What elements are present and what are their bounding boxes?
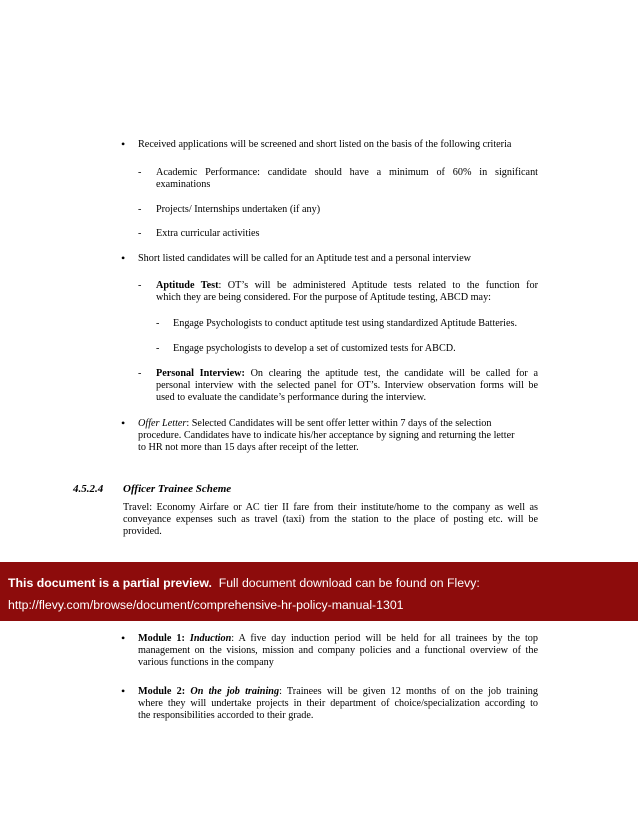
bullet-marker: • [121, 251, 126, 265]
dash-marker: - [138, 167, 142, 178]
section-title: Officer Trainee Scheme [123, 483, 232, 495]
module-1-item: Module 1: Induction: A five day induction period will be held for all trainees by the top management on the visions, mission and company policies and a functional overview of the various functions in the company [138, 633, 538, 668]
bullet-marker: • [121, 137, 126, 151]
module-1-title: Induction [189, 633, 232, 644]
dash-marker: - [138, 204, 142, 215]
preview-banner [0, 562, 638, 621]
aptitude-test-label: Aptitude Test [156, 280, 219, 291]
offer-letter-item: Offer Letter: Selected Candidates will be sent offer letter within 7 days of the selection procedure. Candidates have to indicate his/her acceptance by signing and returning the letter to HR not more than 15 days after receipt of the letter. [138, 418, 515, 453]
travel-paragraph: Travel: Economy Airfare or AC tier II fare from their institute/home to the company as well as conveyance expenses such as travel (taxi) from the station to the place of posting etc. will be provided. [123, 502, 538, 537]
academic-performance-item: Academic Performance: candidate should have a minimum of 60% in significant examinations [156, 167, 538, 190]
offer-letter-label: Offer Letter [138, 418, 187, 429]
preview-notice-strong: This document is a partial preview. [8, 576, 212, 590]
module-2-item: Module 2: On the job training: Trainees will be given 12 months of on the job training where they will undertake projects in their department of choice/specialization according to the responsibilities accorded to their grade. [138, 686, 538, 721]
dash-marker: - [138, 228, 142, 239]
bullet-marker: • [121, 416, 126, 430]
psychologist-customized-item: Engage psychologists to develop a set of customized tests for ABCD. [173, 343, 456, 354]
bullet-marker: • [121, 631, 126, 645]
dash-marker: - [138, 368, 142, 379]
aptitude-test-item: Aptitude Test: OT’s will be administered Aptitude tests related to the function for which they are being considered. For the purpose of Aptitude testing, ABCD may: [156, 280, 538, 303]
screening-criteria-text: Received applications will be screened and short listed on the basis of the following criteria [138, 139, 512, 150]
preview-notice [8, 576, 480, 590]
psychologist-standardized-item: Engage Psychologists to conduct aptitude test using standardized Aptitude Batteries. [173, 318, 518, 329]
dash-marker: - [138, 280, 142, 291]
preview-notice-rest: Full document download can be found on Flevy: [211, 576, 480, 590]
module-2-title: On the job training [190, 686, 280, 697]
personal-interview-item: Personal Interview: On clearing the aptitude test, the candidate will be called for a personal interview with the selected panel for OT’s. Interview observation forms will be used to evaluate the candidate’s performance during the interview. [156, 368, 538, 403]
dash-marker: - [156, 318, 160, 329]
section-number: 4.5.2.4 [73, 483, 104, 495]
personal-interview-label: Personal Interview: [156, 368, 245, 379]
projects-item: Projects/ Internships undertaken (if any) [156, 204, 321, 215]
extracurricular-item: Extra curricular activities [156, 228, 260, 239]
download-link[interactable]: http://flevy.com/browse/document/comprehensive-hr-policy-manual-1301 [8, 598, 404, 612]
bullet-marker: • [121, 684, 126, 698]
dash-marker: - [156, 343, 160, 354]
shortlist-text: Short listed candidates will be called for an Aptitude test and a personal interview [138, 253, 471, 264]
